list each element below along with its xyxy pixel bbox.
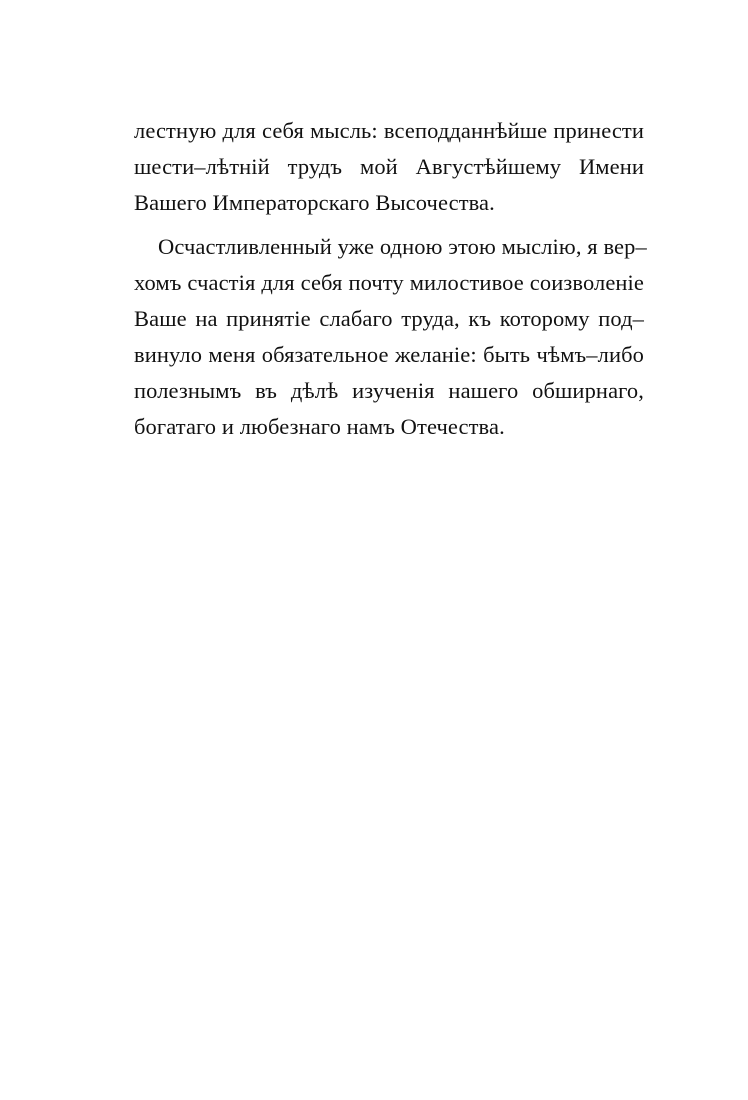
body-text: [134, 113, 647, 445]
text-line: винуло меня обязательное желаніе: быть чѣмъ–либо: [134, 342, 644, 367]
paragraph-1: [134, 113, 644, 221]
text-line: хомъ счастія для себя почту милостивое соизволеніе: [134, 270, 644, 295]
text-line: Осчастливленный уже одною этою мыслію, я вер–: [158, 234, 647, 259]
paragraph-2: [134, 229, 647, 445]
text-line: Вашего Императорскаго Высочества.: [134, 190, 495, 215]
text-line: богатаго и любезнаго намъ Отечества.: [134, 414, 505, 439]
text-line: Ваше на принятіе слабаго труда, къ которому под–: [134, 306, 644, 331]
text-line: шести–лѣтній трудъ мой Августѣйшему Имени: [134, 154, 644, 179]
text-line: полезнымъ въ дѣлѣ изученія нашего обширнаго,: [134, 378, 644, 403]
paragraph-gap: [134, 221, 644, 229]
text-line: лестную для себя мысль: всеподданнѣйше принести: [134, 118, 644, 143]
